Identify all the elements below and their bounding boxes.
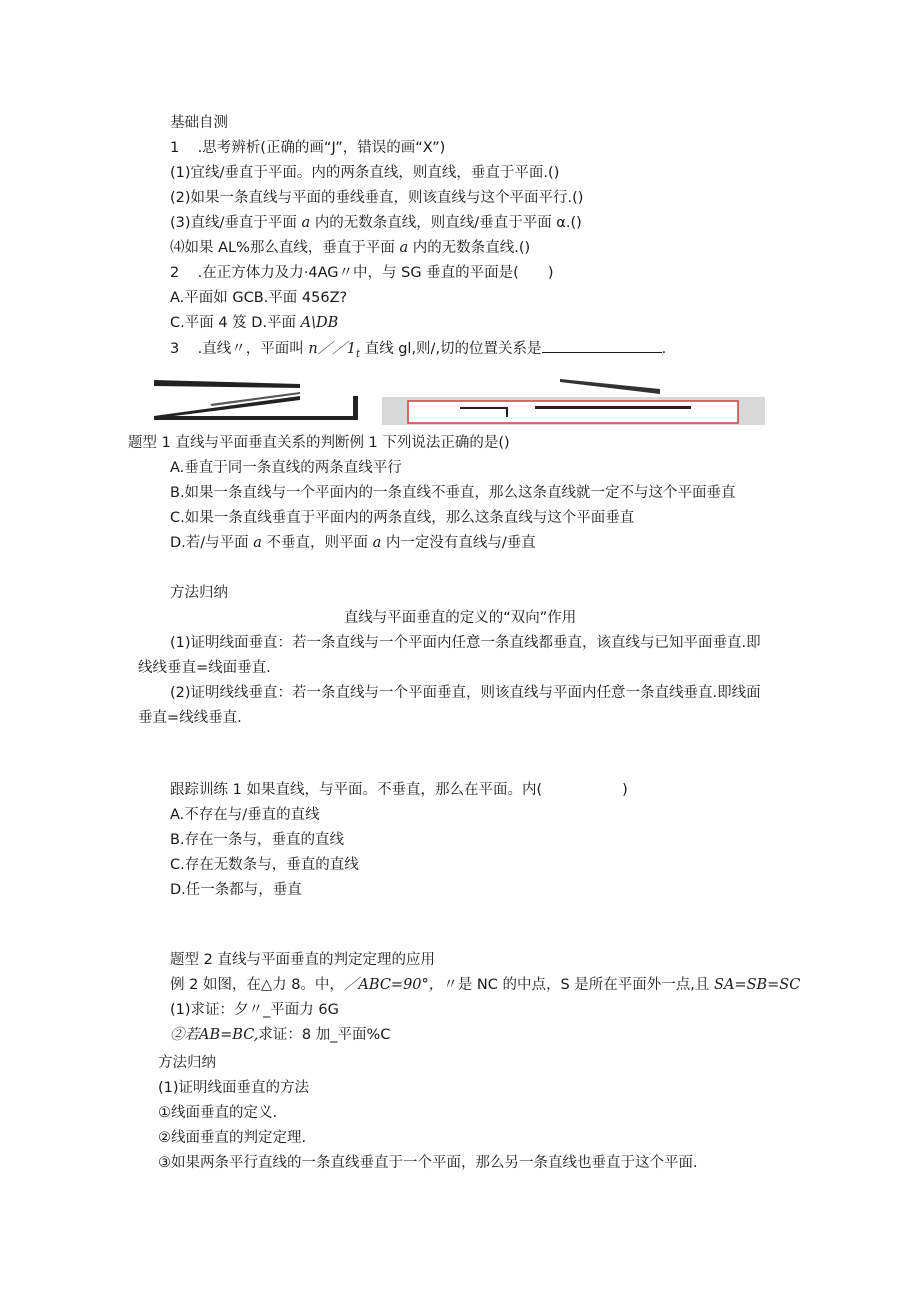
judge-item: (1)宜线/垂直于平面。内的两条直线，则直线，垂直于平面.() [170,165,560,181]
answer-blank[interactable] [542,338,662,353]
judge-item: (3)直线/垂直于平面 a 内的无数条直线，则直线/垂直于平面 α.() [170,215,582,231]
method-heading: 方法归纳 [158,1055,216,1071]
exercise-stem: 跟踪训练 1 如果直线，与平面。不垂直，那么在平面。内( ) [170,782,628,798]
method-item: ①线面垂直的定义. [158,1105,278,1121]
choice-option: A.不存在与/垂直的直线 [170,807,320,823]
question-text: .思考辨析(正确的画“J”，错误的画“X”) [197,140,446,156]
method-paragraph: (1)证明线面垂直：若一条直线与一个平面内任意一条直线都垂直，该直线与已知平面垂直.即 [170,635,761,651]
judge-item: ⑷如果 AL%那么直线，垂直于平面 a 内的无数条直线.() [170,240,531,256]
question-2: 2 .在正方体力及力·4AG〃中，与 SG 垂直的平面是( ) [170,265,554,281]
section-heading: 基础自测 [170,115,228,131]
method-paragraph: 垂直=线线垂直. [138,710,242,726]
method-title: 直线与平面垂直的定义的“双向”作用 [343,610,577,626]
choice-option: B.存在一条与，垂直的直线 [170,832,345,848]
example-stem: 题型 1 直线与平面垂直关系的判断例 1 下列说法正确的是() [128,435,510,451]
question-3: 3 .直线〃，平面叫 $n//1_t$ 直线 gl,则/,切的位置关系是 . [170,338,666,365]
choice-option: D.若/与平面 a 不垂直，则平面 a 内一定没有直线与/垂直 [170,535,536,551]
method-item: (1)证明线面垂直的方法 [158,1080,310,1096]
choice-option: B.如果一条直线与一个平面内的一条直线不垂直，那么这条直线就一定不与这个平面垂直 [170,485,736,501]
section-heading: 题型 2 直线与平面垂直的判定定理的应用 [170,952,435,968]
sub-question: ②若AB=BC,求证：8 加_平面%C [170,1027,391,1043]
choice-options: C.平面 4 笈 D.平面 A\DB [170,315,339,331]
choice-option: D.任一条都与，垂直 [170,882,302,898]
section-banner-graphic [150,374,765,426]
question-1 [170,138,445,158]
method-heading: 方法归纳 [170,585,228,601]
choice-option: C.存在无数条与，垂直的直线 [170,857,359,873]
question-number: 1 [170,140,180,156]
method-paragraph: (2)证明线线垂直：若一条直线与一个平面垂直，则该直线与平面内任意一条直线垂直.即线面 [170,685,761,701]
choice-option: A.垂直于同一条直线的两条直线平行 [170,460,402,476]
example-stem: 例 2 如图，在△力 8。中，／ABC=90°，〃是 NC 的中点，S 是所在平面外一点,且 SA=SB=SC [170,977,801,993]
choice-option: C.如果一条直线垂直于平面内的两条直线，那么这条直线与这个平面垂直 [170,510,635,526]
choice-options: A.平面如 GCB.平面 456Z? [170,290,348,306]
sub-question: (1)求证：夕〃_平面力 6G [170,1002,339,1018]
method-paragraph: 线线垂直=线面垂直. [138,660,271,676]
judge-item: (2)如果一条直线与平面的垂线垂直，则该直线与这个平面平行.() [170,190,584,206]
method-item: ③如果两条平行直线的一条直线垂直于一个平面，那么另一条直线也垂直于这个平面. [158,1155,698,1171]
method-item: ②线面垂直的判定定理. [158,1130,307,1146]
